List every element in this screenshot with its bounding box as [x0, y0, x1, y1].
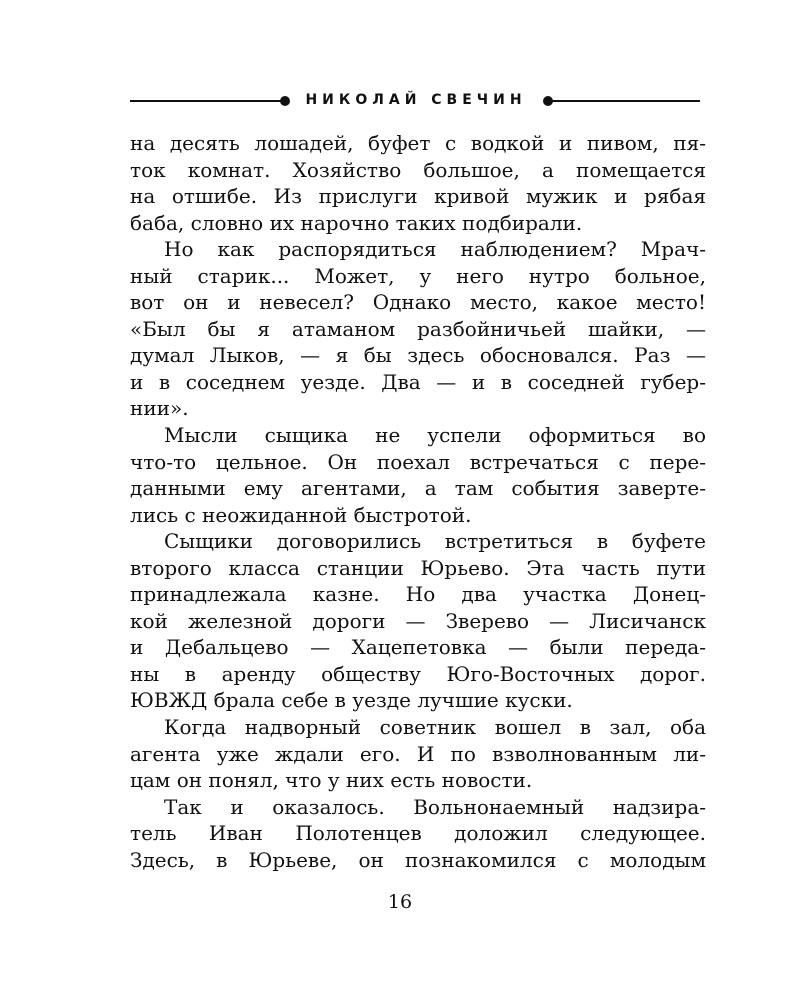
- text-line: и в соседнем уезде. Два — и в соседней губер-: [130, 369, 706, 394]
- text-line: баба, словно их нарочно таких подбирали.: [130, 210, 583, 235]
- text-line: и Дебальцево — Хацепетовка — были переда-: [130, 635, 706, 660]
- text-line: кой железной дороги — Зверево — Лисичанск: [130, 608, 706, 633]
- text-line: второго класса станции Юрьево. Эта часть пути: [130, 555, 706, 580]
- text-line: тель Иван Полотенцев доложил следующее.: [130, 821, 706, 846]
- text-line: данными ему агентами, а там события заверте-: [130, 476, 706, 501]
- text-line: Мысли сыщика не успели оформиться во: [164, 423, 706, 448]
- running-header: [130, 86, 700, 116]
- text-line: ЮВЖД брала себе в уезде лучшие куски.: [130, 688, 573, 713]
- running-head-author: НИКОЛАЙ СВЕЧИН: [305, 92, 527, 108]
- text-line: «Был бы я атаманом разбойничьей шайки, —: [130, 316, 706, 341]
- text-line: Так и оказалось. Вольнонаемный надзира-: [164, 794, 706, 819]
- text-line: думал Лыков, — я бы здесь обосновался. Раз —: [130, 343, 706, 368]
- text-line: что-то цельное. Он поехал встречаться с пере-: [130, 449, 706, 474]
- text-line: Когда надворный советник вошел в зал, оба: [164, 715, 706, 740]
- header-rule-right: [550, 100, 700, 102]
- text-line: Сыщики договорились встретиться в буфете: [164, 529, 706, 554]
- text-line: вот он и невесел? Однако место, какое место!: [130, 290, 706, 315]
- bullet-dot-icon: [280, 96, 290, 106]
- page-number: 16: [387, 891, 413, 913]
- text-line: Здесь, в Юрьеве, он познакомился с молодым: [130, 847, 706, 872]
- header-rule-left: [130, 100, 282, 102]
- text-line: агента уже ждали его. И по взволнованным ли-: [130, 741, 706, 766]
- body-text: [130, 130, 706, 873]
- text-line: на отшибе. Из прислуги кривой мужик и рябая: [130, 184, 706, 209]
- text-line: ток комнат. Хозяйство большое, а помещается: [130, 157, 706, 182]
- text-line: нии».: [130, 396, 189, 421]
- text-line: на десять лошадей, буфет с водкой и пивом, пя-: [130, 131, 706, 155]
- text-line: ны в аренду обществу Юго-Восточных дорог.: [130, 661, 706, 686]
- text-line: Но как распорядиться наблюдением? Мрач-: [164, 237, 706, 262]
- text-line: лись с неожиданной быстротой.: [130, 502, 472, 527]
- text-line: ный старик... Может, у него нутро больное,: [130, 263, 706, 288]
- text-line: принадлежала казне. Но два участка Донец-: [130, 582, 706, 607]
- text-line: цам он понял, что у них есть новости.: [130, 768, 533, 793]
